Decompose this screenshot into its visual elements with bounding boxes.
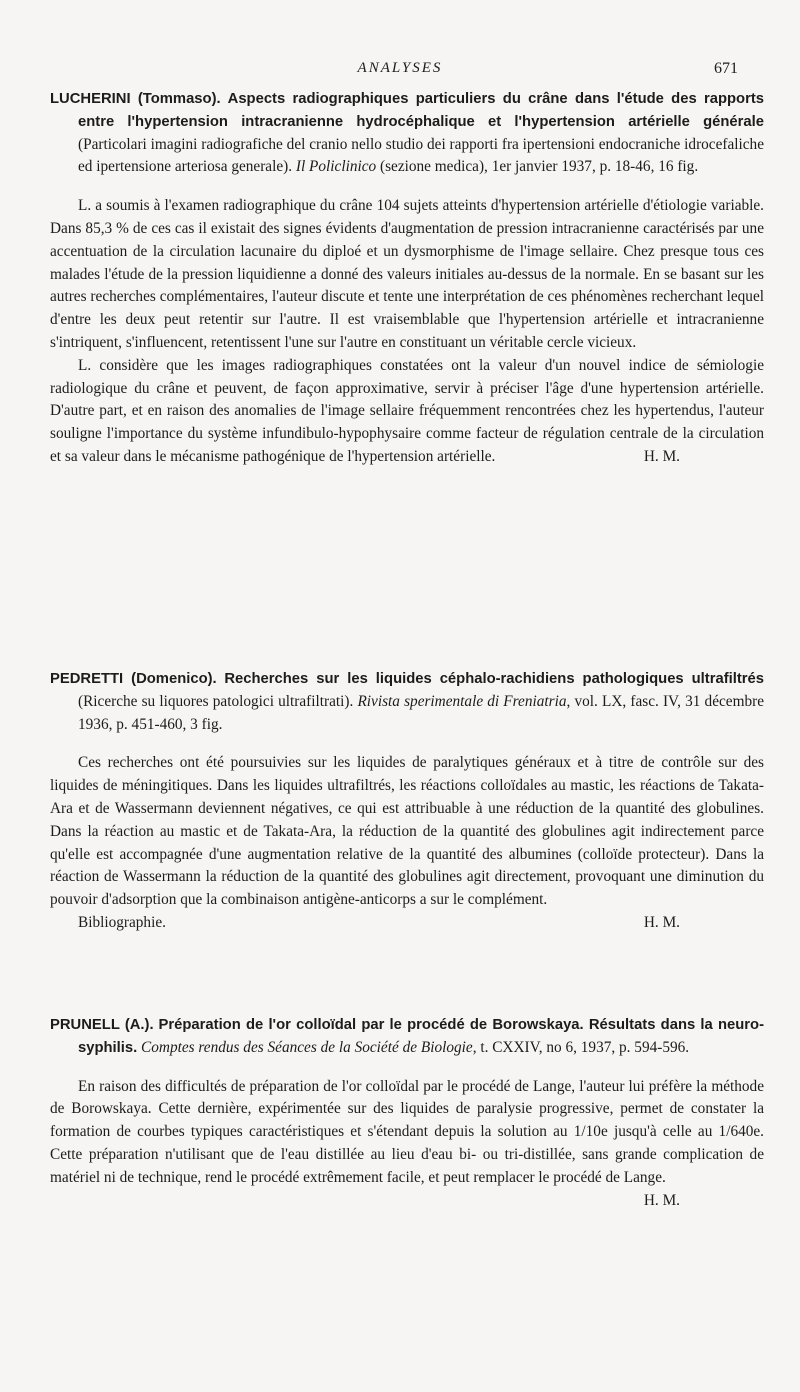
entry-header <box>50 88 764 179</box>
entry-body <box>50 752 764 934</box>
entry-citation: , vol. LX, fasc. IV, 31 décembre 1936, p. 451-460, 3 fig. <box>78 692 764 733</box>
review-entry-lucherini <box>50 88 764 469</box>
entry-title: Recherches sur les liquides céphalo-rachidiens pathologiques ultrafiltrés <box>224 671 764 687</box>
entry-final-paragraph <box>50 355 764 469</box>
review-entry-pedretti <box>50 668 764 935</box>
entry-journal: Rivista sperimentale di Freniatria <box>357 692 567 710</box>
entry-final-text: Bibliographie. <box>78 913 166 931</box>
entry-paragraph: L. a soumis à l'examen radiographique du crâne 104 sujets atteints d'hypertension artérielle d'étiologie variable. Dans 85,3 % de ces cas il existait des signes évidents d'augmentation de pression intracranienne caractérisés par une accentuation de la circulation lacunaire du diploé et un dysmorphisme de l'image sellaire. Chez presque tous ces malades l'étude de la pression liquidienne a donné des valeurs initiales au-dessus de la normale. En se basant sur les autres recherches complémentaires, l'auteur discute et tente une interprétation de ces phénomènes recherchant lequel d'entre les deux peut retentir sur l'autre. Il est vraisemblable que l'hypertension artérielle et intracranienne s'intriquent, s'influencent, retentissent l'une sur l'autre en constituant un véritable cercle vicieux. <box>50 197 764 351</box>
entry-citation: (sezione medica), 1er janvier 1937, p. 18-46, 16 fig. <box>380 158 699 176</box>
entry-body <box>50 195 764 469</box>
reviewer-initials: H. M. <box>643 447 680 465</box>
entry-original-title: (Ricerche su liquores patologici ultrafiltrati). <box>78 692 354 710</box>
entry-citation: , t. CXXIV, no 6, 1937, p. 594-596. <box>472 1038 690 1056</box>
review-entry-prunell <box>50 1014 764 1212</box>
entry-journal: Comptes rendus des Séances de la Société de Biologie <box>141 1038 473 1056</box>
entry-title: Préparation de l'or colloïdal par le procédé de Borowskaya. Résultats dans la neuro-syphilis. <box>78 1017 765 1056</box>
entry-final-text: L. considère que les images radiographiques constatées ont la valeur d'un nouvel indice de sémiologie radiologique du crâne et peuvent, de façon approximative, servir à préciser l'âge d'une hypertension artérielle. D'autre part, et en raison des anomalies de l'image sellaire fréquemment rencontrées chez les hypertendus, l'auteur souligne l'importance du système infundibulo-hypophysaire comme facteur de régulation centrale de la circulation et sa valeur dans le mécanisme pathogénique de l'hypertension artérielle. <box>50 356 764 465</box>
entry-final-paragraph <box>50 912 764 935</box>
entry-header <box>50 668 764 736</box>
entry-journal: Il Policlinico <box>295 158 377 176</box>
entry-author: PEDRETTI (Domenico). <box>50 671 217 687</box>
entry-author: PRUNELL (A.). <box>50 1017 154 1033</box>
running-title: ANALYSES <box>357 60 443 76</box>
reviewer-initials: H. M. <box>643 913 680 931</box>
entry-body <box>50 1076 764 1209</box>
entry-final-text: En raison des difficultés de préparation de l'or colloïdal par le procédé de Lange, l'auteur lui préfère la méthode de Borowskaya. Cette dernière, expérimentée sur des liquides de paralysie progressive, permet de constater la formation de courbes typiques caractéristiques et s'étendant depuis la solution au 1/10e jusqu'à celle au 1/640e. Cette préparation n'utilisant que de l'eau distillée au lieu d'eau bi- ou tri-distillée, sans grande complication de matériel ni de technique, rend le procédé extrêmement facile, et peut remplacer le procédé de Lange. <box>50 1077 764 1186</box>
entry-final-paragraph <box>50 1076 764 1209</box>
running-head <box>0 58 800 82</box>
reviewer-initials: H. M. <box>643 1191 680 1209</box>
entry-title: Aspects radiographiques particuliers du crâne dans l'étude des rapports entre l'hypertension intracranienne hydrocéphalique et l'hypertension artérielle générale <box>78 91 764 130</box>
entry-author: LUCHERINI (Tommaso). <box>50 91 221 107</box>
page-number: 671 <box>714 60 738 77</box>
entry-original-title: (Particolari imagini radiografiche del cranio nello studio dei rapporti fra ipertensioni endocraniche idrocefaliche ed ipertensione arteriosa generale). <box>78 135 764 176</box>
entry-header <box>50 1014 764 1060</box>
entry-paragraph: Ces recherches ont été poursuivies sur les liquides de paralytiques généraux et à titre de contrôle sur des liquides de méningitiques. Dans les liquides ultrafiltrés, les réactions colloïdales au mastic, les réactions de Takata-Ara et de Wassermann deviennent négatives, ce qui est attribuable à une réduction de la quantité des globulines. Dans la réaction au mastic et de Takata-Ara, la réduction de la quantité des globulines agit indirectement parce qu'elle est accompagnée d'une augmentation relative de la quantité des albumines (colloïde protecteur). Dans la réaction de Wassermann la réduction de la quantité des globulines agit directement, provoquant une diminution du pouvoir d'adsorption que la combinaison antigène-anticorps a sur le complément. <box>50 754 764 909</box>
